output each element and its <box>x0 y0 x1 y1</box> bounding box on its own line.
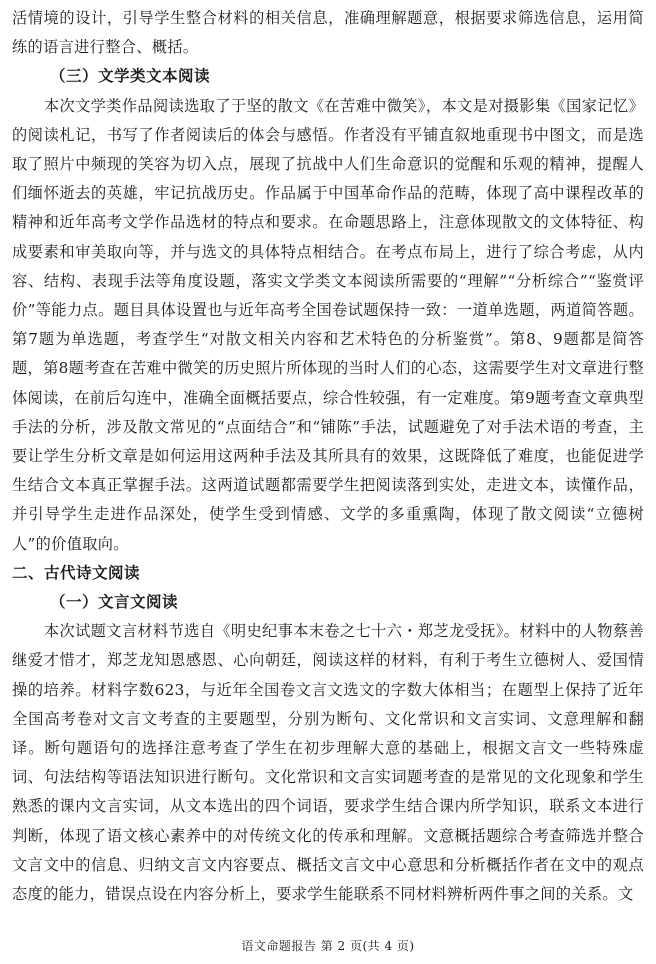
section-heading-ancient-poetry-prose: 二、古代诗文阅读 <box>12 563 141 582</box>
literary-reading-paragraph: 本次文学类作品阅读选取了于坚的散文《在苦难中微笑》，本文是对摄影集《国家记忆》的阅读札记，书写了作者阅读后的体会与感悟。作者没有平铺直叙地重现书中图文，而是选取了照片中频现的笑容为切入点，展现了抗战中人们生命意识的觉醒和乐观的精神，提醒人们缅怀逝去的英雄，牢记抗战历史。作品属于中国革命作品的范畴，体现了高中课程改革的精神和近年高考文学作品选材的特点和要求。在命题思路上，注意体现散文的文体特征、构成要素和审美取向等，并与选文的具体特点相结合。在考点布局上，进行了综合考虑，从内容、结构、表现手法等角度设题，落实文学类文本阅读所需要的“理解”“分析综合”“鉴赏评价”等能力点。题目具体设置也与近年高考全国卷试题保持一致：一道单选题，两道简答题。第7题为单选题，考查学生“对散文相关内容和艺术特色的分析鉴赏”。第8、9题都是简答题，第8题考查在苦难中微笑的历史照片所体现的当时人们的心态，这需要学生对文章进行整体阅读，在前后勾连中，准确全面概括要点，综合性较强，有一定难度。第9题考查文章典型手法的分析，涉及散文常见的“点面结合”和“铺陈”手法，试题避免了对手法术语的考查，主要让学生分析文章是如何运用这两种手法及其所具有的效果，这既降低了难度，也能促进学生结合文本真正掌握手法。这两道试题都需要学生把阅读落到实处，走进文本，读懂作品，并引导学生走进作品深处，使学生受到情感、文学的多重熏陶，体现了散文阅读“立德树人”的价值取向。 <box>12 96 644 553</box>
page-footer: 语文命题报告 第 2 页(共 4 页) <box>241 939 415 953</box>
section-heading-literary-reading: （三）文学类文本阅读 <box>50 67 211 86</box>
document-body <box>12 4 644 909</box>
classical-chinese-paragraph: 本次试题文言材料节选自《明史纪事本末卷之七十六・郑芝龙受抚》。材料中的人物蔡善继爱才惜才，郑芝龙知恩感恩、心向朝廷，阅读这样的材料，有利于考生立德树人、爱国情操的培养。材料字数623，与近年全国卷文言文选文的字数大体相当；在题型上保持了近年全国高考卷对文言文考查的主要题型，分别为断句、文化常识和文言实词、文意理解和翻译。断句题语句的选择注意考查了学生在初步理解大意的基础上，根据文言文一些特殊虚词、句法结构等语法知识进行断句。文化常识和文言实词题考查的是常见的文化现象和学生熟悉的课内文言实词，从文本选出的四个词语，要求学生结合课内所学知识，联系文本进行判断，体现了语文核心素养中的对传统文化的传承和理解。文意概括题综合考查筛选并整合文言文中的信息、归纳文言文内容要点、概括文言文中心意思和分析概括作者在文中的观点态度的能力，错误点设在内容分析上，要求学生能联系不同材料辨析两件事之间的关系。文 <box>12 622 644 904</box>
section-heading-classical-chinese: （一）文言文阅读 <box>50 593 179 612</box>
intro-continuation-paragraph: 活情境的设计，引导学生整合材料的相关信息，准确理解题意，根据要求筛选信息，运用简练的语言进行整合、概括。 <box>12 9 644 57</box>
